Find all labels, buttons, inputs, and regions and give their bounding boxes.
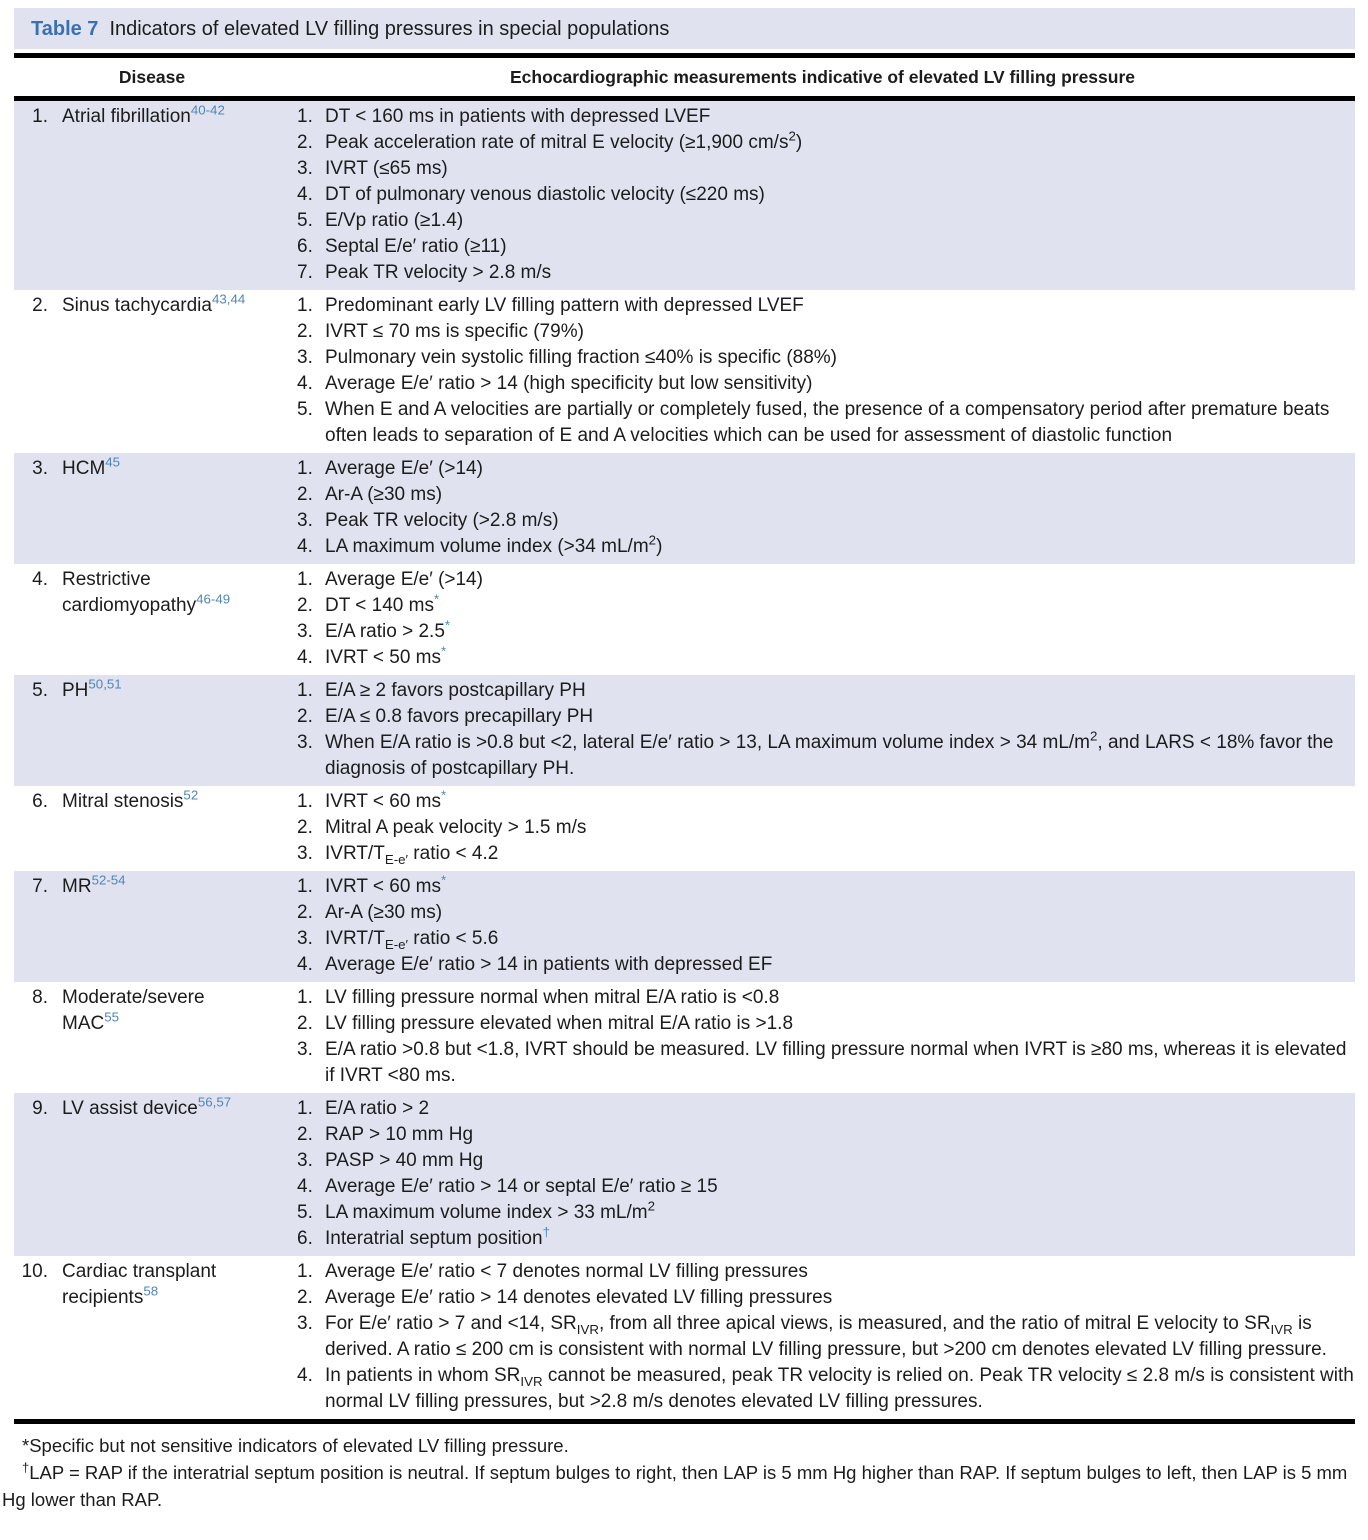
item-number: 3. xyxy=(297,928,313,949)
disease-number: 8. xyxy=(32,987,48,1008)
item-text: Average E/e′ ratio > 14 denotes elevated LV filling pressures xyxy=(325,1287,833,1308)
item-text: Peak acceleration rate of mitral E velocity (≥1,900 $cm/s^2$) xyxy=(325,128,803,153)
item-number: 2. xyxy=(297,595,313,616)
item-number: 4. xyxy=(297,647,313,668)
item-number: 1. xyxy=(297,569,313,590)
reference-superscript: 43,44 xyxy=(211,291,246,307)
item-text: IVRT/$T_{E-e'}$ ratio < 4.2 xyxy=(325,843,499,867)
item-text: For E/e′ ratio > 7 and <14, $SR_{IVR}$, from all three apical views, is measured, and the ratio of mitral E velocity to $SR_{IVR}$ is derived. A ratio ≤ 200 cm is consistent with normal LV filling pressure, but >200 cm denotes elevated LV filling pressure. xyxy=(325,1313,1327,1360)
subscript: IVR xyxy=(1270,1321,1293,1337)
disease-name: Moderate/severe MAC$^{55}$ xyxy=(62,987,205,1034)
item-number: 2. xyxy=(297,902,313,923)
measurements-cell xyxy=(290,1259,1355,1415)
disease-name: HCM$^{45}$ xyxy=(62,454,121,479)
list-item xyxy=(297,482,1355,508)
table-row xyxy=(14,1093,1355,1256)
list-item xyxy=(297,815,1355,841)
divider-bottom xyxy=(14,1419,1355,1424)
list-item xyxy=(297,1011,1355,1037)
item-number: 1. xyxy=(297,295,313,316)
footnotes xyxy=(2,1432,1362,1513)
item-text: LV filling pressure normal when mitral E/A ratio is <0.8 xyxy=(325,987,780,1008)
item-text: IVRT < 60 ms* xyxy=(325,872,447,897)
disease-cell xyxy=(14,874,290,978)
item-text: When E/A ratio is >0.8 but <2, lateral E/e′ ratio > 13, LA maximum volume index > 34 $mL/m^2$, and LARS < 18% favor the diagnosis of postcapillary PH. xyxy=(325,728,1334,779)
disease-number: 6. xyxy=(32,791,48,812)
disease-cell xyxy=(14,104,290,286)
item-text: DT < 160 ms in patients with depressed LVEF xyxy=(325,106,711,127)
list-item xyxy=(297,534,1355,560)
subscript: IVR xyxy=(520,1373,543,1389)
item-text: Average E/e′ ratio < 7 denotes normal LV filling pressures xyxy=(325,1261,808,1282)
item-number: 1. xyxy=(297,876,313,897)
item-number: 5. xyxy=(297,399,313,420)
item-number: 3. xyxy=(297,158,313,179)
item-number: 1. xyxy=(297,987,313,1008)
list-item xyxy=(297,985,1355,1011)
item-text: LV filling pressure elevated when mitral E/A ratio is >1.8 xyxy=(325,1013,794,1034)
reference-superscript: 40-42 xyxy=(190,102,225,118)
disease-number: 9. xyxy=(32,1098,48,1119)
table-row xyxy=(14,675,1355,786)
list-item xyxy=(297,678,1355,704)
item-number: 2. xyxy=(297,1287,313,1308)
disease-name: MR$^{52-54}$ xyxy=(62,872,126,897)
asterisk-marker: * xyxy=(441,787,447,803)
disease-name: PH$^{50,51}$ xyxy=(62,676,122,701)
list-item xyxy=(297,508,1355,534)
item-number: 1. xyxy=(297,106,313,127)
item-number: 3. xyxy=(297,732,313,753)
item-text: DT < 140 ms* xyxy=(325,591,440,616)
item-number: 3. xyxy=(297,843,313,864)
item-text: IVRT ≤ 70 ms is specific (79%) xyxy=(325,321,584,342)
page-root xyxy=(0,8,1368,1513)
item-text: Average E/e′ (>14) xyxy=(325,458,483,479)
table-row xyxy=(14,290,1355,453)
list-item xyxy=(297,397,1355,449)
list-item xyxy=(297,208,1355,234)
reference-superscript: 56,57 xyxy=(197,1094,232,1110)
list-item xyxy=(297,926,1355,952)
disease-name: LV assist device$^{56,57}$ xyxy=(62,1094,232,1119)
item-number: 2. xyxy=(297,321,313,342)
item-text: Septal E/e′ ratio (≥11) xyxy=(325,236,507,257)
subscript: IVR xyxy=(576,1321,599,1337)
disease-name: Mitral stenosis$^{52}$ xyxy=(62,787,199,812)
column-header-disease: Disease xyxy=(118,67,186,87)
list-item xyxy=(297,130,1355,156)
disease-number: 3. xyxy=(32,458,48,479)
disease-name: Atrial fibrillation$^{40-42}$ xyxy=(62,102,225,127)
list-item xyxy=(297,1037,1355,1089)
item-text: PASP > 40 mm Hg xyxy=(325,1150,484,1171)
superscript: 2 xyxy=(647,1198,656,1214)
item-number: 2. xyxy=(297,817,313,838)
item-number: 4. xyxy=(297,373,313,394)
list-item xyxy=(297,900,1355,926)
disease-cell xyxy=(14,1096,290,1252)
item-number: 5. xyxy=(297,210,313,231)
list-item xyxy=(297,1259,1355,1285)
item-text: When E and A velocities are partially or completely fused, the presence of a compensatory period after premature beats often leads to separation of E and A velocities which can be used for assessment of diastolic function xyxy=(325,399,1330,446)
footnote: *Specific but not sensitive indicators of elevated LV filling pressure. xyxy=(22,1435,569,1456)
table-label: Table 7 xyxy=(31,17,99,40)
disease-cell xyxy=(14,293,290,449)
list-item xyxy=(297,1122,1355,1148)
item-text: Predominant early LV filling pattern with depressed LVEF xyxy=(325,295,804,316)
measurements-cell xyxy=(290,874,1355,978)
list-item xyxy=(297,182,1355,208)
list-item xyxy=(297,234,1355,260)
asterisk-marker: * xyxy=(433,591,440,607)
disease-number: 7. xyxy=(32,876,48,897)
table-row xyxy=(14,453,1355,564)
item-text: LA maximum volume index > 33 $mL/m^2$ xyxy=(325,1198,656,1223)
disease-number: 2. xyxy=(32,295,48,316)
item-text: Pulmonary vein systolic filling fraction ≤40% is specific (88%) xyxy=(325,347,838,368)
subscript: E-e′ xyxy=(384,936,409,952)
measurements-cell xyxy=(290,104,1355,286)
item-text: E/A ratio >0.8 but <1.8, IVRT should be measured. LV filling pressure normal when IVRT is ≥80 ms, whereas it is elevated if IVRT <80 ms. xyxy=(325,1039,1347,1086)
list-item xyxy=(297,1174,1355,1200)
disease-cell xyxy=(14,567,290,671)
disease-number: 10. xyxy=(21,1261,48,1282)
item-text: Mitral A peak velocity > 1.5 m/s xyxy=(325,817,587,838)
item-number: 6. xyxy=(297,236,313,257)
item-text: Peak TR velocity (>2.8 m/s) xyxy=(325,510,559,531)
list-item xyxy=(297,456,1355,482)
table-row xyxy=(14,982,1355,1093)
table-title: Indicators of elevated LV filling pressures in special populations xyxy=(109,17,670,40)
reference-superscript: 45 xyxy=(105,454,121,470)
disease-name: Cardiac transplant recipients$^{58}$ xyxy=(62,1261,217,1308)
dagger-marker: † xyxy=(542,1224,550,1240)
item-text: Peak TR velocity > 2.8 m/s xyxy=(325,262,552,283)
item-text: Interatrial septum position† xyxy=(325,1224,550,1249)
table-row xyxy=(14,871,1355,982)
item-text: LA maximum volume index (>34 $mL/m^2$) xyxy=(325,532,663,557)
item-text: IVRT < 50 ms* xyxy=(325,643,447,668)
item-text: Ar-A (≥30 ms) xyxy=(325,484,443,505)
item-number: 3. xyxy=(297,1150,313,1171)
item-number: 1. xyxy=(297,1261,313,1282)
item-text: E/A ratio > 2.5* xyxy=(325,617,451,642)
item-number: 3. xyxy=(297,1313,313,1334)
list-item xyxy=(297,1311,1355,1363)
table-row xyxy=(14,1256,1355,1419)
list-item xyxy=(297,567,1355,593)
item-text: DT of pulmonary venous diastolic velocity (≤220 ms) xyxy=(325,184,765,205)
item-number: 3. xyxy=(297,510,313,531)
list-item xyxy=(297,789,1355,815)
reference-superscript: 46-49 xyxy=(196,591,231,607)
superscript: 2 xyxy=(1090,728,1098,744)
asterisk-marker: * xyxy=(441,872,447,888)
asterisk-marker: * xyxy=(441,643,447,659)
dagger-footnote-marker: † xyxy=(22,1459,30,1475)
item-number: 1. xyxy=(297,1098,313,1119)
item-number: 3. xyxy=(297,1039,313,1060)
list-item xyxy=(297,730,1355,782)
item-number: 5. xyxy=(297,1202,313,1223)
asterisk-marker: * xyxy=(444,617,451,633)
item-number: 3. xyxy=(297,621,313,642)
item-text: E/A ≤ 0.8 favors precapillary PH xyxy=(325,706,594,727)
disease-cell xyxy=(14,456,290,560)
item-text: Average E/e′ ratio > 14 in patients with depressed EF xyxy=(325,954,773,975)
list-item xyxy=(297,1285,1355,1311)
list-item xyxy=(297,619,1355,645)
measurements-cell xyxy=(290,1096,1355,1252)
disease-number: 4. xyxy=(32,569,48,590)
list-item xyxy=(297,104,1355,130)
reference-superscript: 52 xyxy=(183,787,199,803)
list-item xyxy=(297,1096,1355,1122)
list-item xyxy=(297,260,1355,286)
list-item xyxy=(297,704,1355,730)
item-number: 6. xyxy=(297,1228,313,1249)
list-item xyxy=(297,1148,1355,1174)
item-number: 4. xyxy=(297,536,313,557)
subscript: E-e′ xyxy=(384,851,409,867)
list-item xyxy=(297,1226,1355,1252)
item-text: E/A ratio > 2 xyxy=(325,1098,430,1119)
table-body xyxy=(14,101,1355,1419)
item-text: RAP > 10 mm Hg xyxy=(325,1124,474,1145)
list-item xyxy=(297,319,1355,345)
item-number: 4. xyxy=(297,954,313,975)
item-number: 2. xyxy=(297,706,313,727)
item-text: Ar-A (≥30 ms) xyxy=(325,902,443,923)
list-item xyxy=(297,593,1355,619)
item-number: 1. xyxy=(297,458,313,479)
item-number: 3. xyxy=(297,347,313,368)
list-item xyxy=(297,371,1355,397)
item-number: 2. xyxy=(297,132,313,153)
item-text: E/Vp ratio (≥1.4) xyxy=(325,210,464,231)
measurements-cell xyxy=(290,789,1355,867)
table-row xyxy=(14,786,1355,871)
item-text: Average E/e′ ratio > 14 (high specificity but low sensitivity) xyxy=(325,373,813,394)
list-item xyxy=(297,1363,1355,1415)
table-row xyxy=(14,101,1355,290)
disease-cell xyxy=(14,1259,290,1415)
list-item xyxy=(297,345,1355,371)
measurements-cell xyxy=(290,567,1355,671)
measurements-cell xyxy=(290,456,1355,560)
item-number: 1. xyxy=(297,791,313,812)
disease-cell xyxy=(14,985,290,1089)
list-item xyxy=(297,841,1355,867)
table-title-band xyxy=(14,8,1355,49)
column-header-measurements: Echocardiographic measurements indicative of elevated LV filling pressure xyxy=(509,67,1135,87)
reference-superscript: 52-54 xyxy=(91,872,126,888)
disease-name: Sinus tachycardia$^{43,44}$ xyxy=(62,291,246,316)
item-text: Average E/e′ (>14) xyxy=(325,569,483,590)
item-text: IVRT < 60 ms* xyxy=(325,787,447,812)
disease-cell xyxy=(14,789,290,867)
measurements-cell xyxy=(290,985,1355,1089)
superscript: 2 xyxy=(648,532,657,548)
column-header-row xyxy=(14,58,1355,96)
reference-superscript: 50,51 xyxy=(88,676,122,692)
disease-name: Restrictive cardiomyopathy$^{46-49}$ xyxy=(62,569,231,616)
list-item xyxy=(297,293,1355,319)
list-item xyxy=(297,952,1355,978)
item-text: E/A ≥ 2 favors postcapillary PH xyxy=(325,680,586,701)
item-number: 4. xyxy=(297,184,313,205)
superscript: 2 xyxy=(788,128,796,144)
item-number: 2. xyxy=(297,1124,313,1145)
list-item xyxy=(297,156,1355,182)
item-text: Average E/e′ ratio > 14 or septal E/e′ ratio ≥ 15 xyxy=(325,1176,718,1197)
list-item xyxy=(297,874,1355,900)
list-item xyxy=(297,645,1355,671)
item-text: IVRT/$T_{E-e'}$ ratio < 5.6 xyxy=(325,928,499,952)
item-number: 4. xyxy=(297,1365,313,1386)
item-number: 2. xyxy=(297,1013,313,1034)
item-number: 4. xyxy=(297,1176,313,1197)
reference-superscript: 55 xyxy=(104,1009,120,1025)
reference-superscript: 58 xyxy=(143,1283,159,1299)
measurements-cell xyxy=(290,678,1355,782)
item-number: 2. xyxy=(297,484,313,505)
item-number: 7. xyxy=(297,262,313,283)
disease-number: 1. xyxy=(32,106,48,127)
table-row xyxy=(14,564,1355,675)
item-text: In patients in whom $SR_{IVR}$ cannot be measured, peak TR velocity is relied on. Peak TR velocity ≤ 2.8 m/s is consistent with normal LV filling pressures, but >2.8 m/s denotes elevated LV filling pressures. xyxy=(325,1365,1354,1412)
item-number: 1. xyxy=(297,680,313,701)
measurements-cell xyxy=(290,293,1355,449)
disease-number: 5. xyxy=(32,680,48,701)
list-item xyxy=(297,1200,1355,1226)
disease-cell xyxy=(14,678,290,782)
footnote: †LAP = RAP if the interatrial septum position is neutral. If septum bulges to right, then LAP is 5 mm Hg higher than RAP. If septum bulges to left, then LAP is 5 mm Hg lower than RAP. xyxy=(2,1459,1348,1510)
item-text: IVRT (≤65 ms) xyxy=(325,158,448,179)
